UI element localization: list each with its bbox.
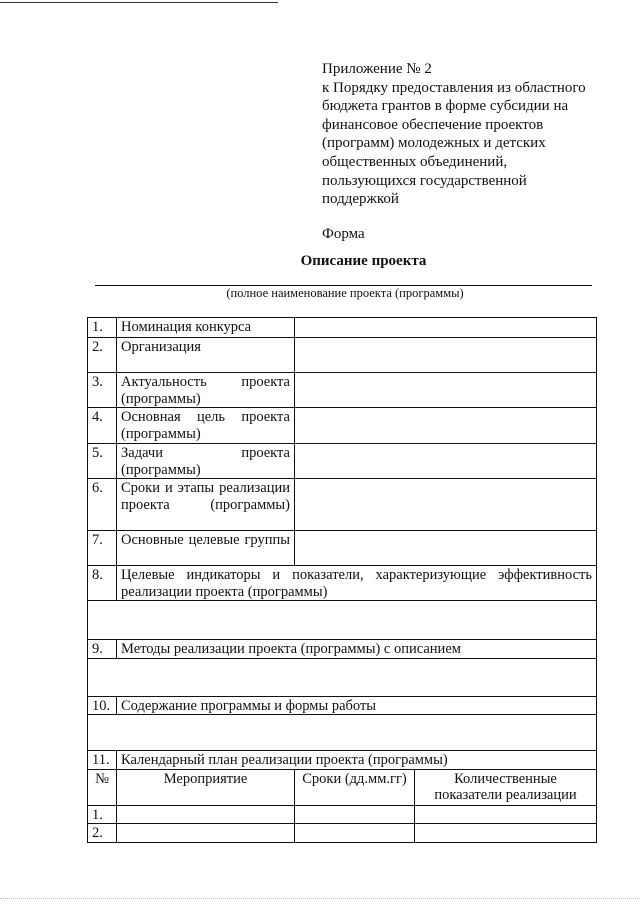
plan-row (88, 824, 597, 843)
plan-header-dates: Сроки (дд.мм.гг) (295, 769, 415, 805)
plan-header-row (88, 769, 597, 805)
appendix-line: к Порядку предоставления из областного (322, 79, 586, 96)
plan-cell-dates[interactable] (295, 824, 415, 843)
project-name-caption: (полное наименование проекта (программы) (226, 286, 464, 300)
scan-edge-line (0, 2, 278, 3)
table-row (88, 601, 597, 640)
row-number: 1. (88, 318, 117, 338)
table-row (88, 566, 597, 601)
project-description-table (87, 317, 597, 843)
appendix-line: бюджета грантов в форме субсидии на (322, 98, 569, 115)
value-cell-timeline[interactable] (295, 479, 597, 531)
row-label: Задачи проекта (программы) (117, 444, 295, 479)
appendix-line: поддержкой (322, 191, 399, 208)
appendix-header (322, 60, 622, 243)
appendix-line: общественных объединений, (322, 153, 508, 170)
value-cell-goal[interactable] (295, 408, 597, 444)
appendix-line: пользующихся государственной (322, 172, 527, 189)
row-label: Методы реализации проекта (программы) с описанием (117, 640, 597, 659)
plan-cell-indicators[interactable] (415, 805, 597, 824)
plan-cell-activity[interactable] (117, 824, 295, 843)
row-label: Основная цель проекта (программы) (117, 408, 295, 444)
table-row (88, 715, 597, 751)
plan-row-number: 1. (88, 805, 117, 824)
row-number: 9. (88, 640, 117, 659)
plan-row-number: 2. (88, 824, 117, 843)
row-label: Целевые индикаторы и показатели, характеризующие эффективность реализации проекта (программы) (117, 566, 597, 601)
appendix-line: Приложение № 2 (322, 61, 432, 77)
plan-header-activity: Мероприятие (117, 769, 295, 805)
value-cell-relevance[interactable] (295, 373, 597, 408)
row-label: Календарный план реализации проекта (программы) (117, 751, 597, 770)
row-number: 6. (88, 479, 117, 531)
row-number: 8. (88, 566, 117, 601)
row-number: 3. (88, 373, 117, 408)
row-label: Актуальность проекта (программы) (117, 373, 295, 408)
row-label: Основные целевые группы (117, 531, 295, 566)
appendix-spacer (322, 209, 622, 225)
table-row (88, 479, 597, 531)
plan-header-number: № (88, 769, 117, 805)
value-cell-methods[interactable] (88, 658, 597, 696)
row-number: 7. (88, 531, 117, 566)
row-number: 11. (88, 751, 117, 770)
value-cell-target-groups[interactable] (295, 531, 597, 566)
form-label: Форма (322, 225, 365, 242)
row-number: 2. (88, 338, 117, 373)
row-number: 5. (88, 444, 117, 479)
table-row (88, 318, 597, 338)
value-cell-tasks[interactable] (295, 444, 597, 479)
table-row (88, 373, 597, 408)
page-title: Описание проекта (300, 253, 427, 269)
plan-header-indicators: Количественные показатели реализации (415, 769, 597, 805)
value-cell-nomination[interactable] (295, 318, 597, 338)
appendix-line: (программ) молодежных и детских (322, 135, 546, 152)
appendix-line: финансовое обеспечение проектов (322, 116, 544, 133)
row-label: Организация (117, 338, 295, 373)
value-cell-organization[interactable] (295, 338, 597, 373)
table-row (88, 640, 597, 659)
plan-cell-activity[interactable] (117, 805, 295, 824)
plan-row (88, 805, 597, 824)
scan-edge-line (0, 898, 640, 899)
table-row (88, 338, 597, 373)
table-row (88, 696, 597, 715)
row-label: Сроки и этапы реализации проекта (программы) (117, 479, 295, 531)
row-number: 4. (88, 408, 117, 444)
table-row (88, 531, 597, 566)
row-label: Содержание программы и формы работы (117, 696, 597, 715)
table-row (88, 658, 597, 696)
value-cell-indicators[interactable] (88, 601, 597, 640)
value-cell-content[interactable] (88, 715, 597, 751)
table-row (88, 444, 597, 479)
plan-cell-dates[interactable] (295, 805, 415, 824)
row-number: 10. (88, 696, 117, 715)
table-row (88, 751, 597, 770)
table-row (88, 408, 597, 444)
plan-cell-indicators[interactable] (415, 824, 597, 843)
row-label: Номинация конкурса (117, 318, 295, 338)
